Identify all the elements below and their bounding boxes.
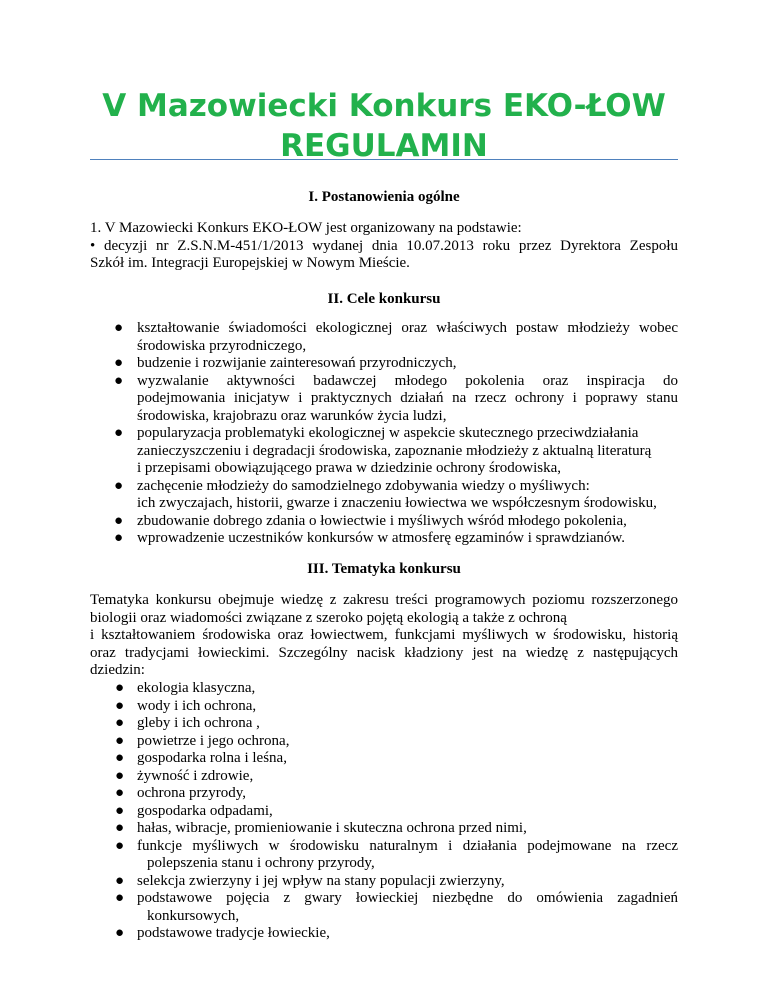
list-item-line: i przepisami obowiązującego prawa w dziedzinie ochrony środowiska, [137, 460, 562, 476]
list-item [115, 925, 678, 943]
section-3-intro [90, 592, 678, 680]
bullet-icon: ● [115, 925, 125, 941]
list-item [114, 372, 678, 426]
list-item-line: wody i ich ochrona, [137, 697, 257, 714]
list-item [114, 355, 678, 373]
list-item [115, 872, 678, 891]
bullet-icon: ● [114, 372, 124, 389]
list-item-line: środowiska, krajobrazu oraz warunków życia ludzi, [137, 407, 447, 424]
bullet-icon: ● [114, 477, 124, 494]
bullet-icon: ● [115, 785, 125, 801]
bullet-icon: ● [115, 767, 125, 784]
title-line-1: V Mazowiecki Konkurs EKO-ŁOW [102, 88, 666, 124]
list-item-line: żywność i zdrowie, [137, 767, 254, 784]
goals-list [114, 320, 678, 548]
list-item [115, 680, 678, 698]
list-item-line: powietrze i jego ochrona, [137, 732, 290, 749]
list-item [114, 425, 678, 478]
list-item-line: funkcje myśliwych w środowisku naturalnym i działania podejmowane na rzecz [137, 837, 678, 854]
list-item-line: środowiska przyrodniczego, [137, 337, 307, 354]
list-item-line: hałas, wibracje, promieniowanie i skuteczna ochrona przed nimi, [137, 820, 527, 836]
list-item-line: gleby i ich ochrona , [137, 715, 260, 731]
bullet-icon: ● [115, 715, 125, 731]
paragraph-line: biologii oraz wiadomości związane z szeroko pojętą ekologią a także z ochroną [90, 609, 567, 626]
list-item [115, 785, 678, 803]
list-item-line: podstawowe tradycje łowieckie, [137, 925, 330, 941]
document-title [90, 86, 678, 166]
list-item [115, 837, 678, 873]
list-item [115, 697, 678, 716]
list-item-line: selekcja zwierzyny i jej wpływ na stany populacji zwierzyny, [137, 872, 505, 889]
bullet-icon: ● [114, 320, 124, 336]
list-item-line: ich zwyczajach, historii, gwarze i znaczeniu łowiectwa we współczesnym środowisku, [137, 495, 657, 511]
list-item [115, 750, 678, 768]
list-item-line: polepszenia stanu i ochrony przyrody, [147, 855, 375, 871]
bullet-icon: ● [115, 750, 125, 766]
section-1-body [90, 220, 678, 273]
title-line-2: REGULAMIN [280, 128, 488, 164]
topics-list [115, 680, 678, 943]
list-item-line: zbudowanie dobrego zdania o łowiectwie i myśliwych wśród młodego pokolenia, [137, 512, 627, 529]
list-item-line: popularyzacja problematyki ekologicznej w aspekcie skutecznego przeciwdziałania [137, 425, 639, 441]
bullet-icon: ● [114, 355, 124, 371]
list-item-line: podstawowe pojęcia z gwary łowieckiej niezbędne do omówienia zagadnień [137, 890, 678, 906]
list-item [115, 802, 678, 821]
paragraph-line: i kształtowaniem środowiska oraz łowiectwem, funkcjami myśliwych w środowisku, historią [90, 627, 678, 643]
list-item-line: kształtowanie świadomości ekologicznej oraz właściwych postaw młodzieży wobec [137, 320, 678, 336]
list-item [114, 320, 678, 355]
list-item-line: podejmowania inicjatyw i praktycznych działań na rzecz ochrony i poprawy stanu [137, 390, 678, 406]
list-item-line: ochrona przyrody, [137, 785, 246, 801]
section-heading-3: III. Tematyka konkursu [307, 561, 461, 577]
list-item-line: wyzwalanie aktywności badawczej młodego pokolenia oraz inspiracja do [137, 372, 678, 389]
bullet-icon: ● [115, 837, 125, 854]
list-item-line: gospodarka odpadami, [137, 802, 273, 819]
paragraph-line: • decyzji nr Z.S.N.M-451/1/2013 wydanej dnia 10.07.2013 roku przez Dyrektora Zespołu [90, 237, 678, 254]
list-item [115, 767, 678, 786]
bullet-icon: ● [115, 872, 125, 889]
list-item [114, 512, 678, 531]
bullet-icon: ● [114, 512, 124, 529]
list-item-line: konkursowych, [147, 907, 240, 924]
list-item [115, 715, 678, 733]
bullet-icon: ● [114, 425, 124, 441]
bullet-icon: ● [115, 680, 125, 696]
bullet-icon: ● [115, 890, 125, 906]
bullet-icon: ● [115, 820, 125, 836]
list-item [114, 477, 678, 513]
paragraph-line: Tematyka konkursu obejmuje wiedzę z zakresu treści programowych poziomu rozszerzonego [90, 592, 678, 608]
list-item-line: wprowadzenie uczestników konkursów w atmosferę egzaminów i sprawdzianów. [137, 530, 626, 546]
paragraph-line: oraz tradycjami łowieckimi. Szczególny nacisk kładziony jest na wiedzę z następujących [90, 644, 678, 661]
section-heading-1: I. Postanowienia ogólne [308, 189, 460, 205]
paragraph-line: Szkół im. Integracji Europejskiej w Nowym Mieście. [90, 255, 410, 271]
list-item-line: zachęcenie młodzieży do samodzielnego zdobywania wiedzy o myśliwych: [137, 477, 590, 494]
list-item-line: budzenie i rozwijanie zainteresowań przyrodniczych, [137, 355, 457, 371]
list-item-line: ekologia klasyczna, [137, 680, 256, 696]
paragraph-line: 1. V Mazowiecki Konkurs EKO-ŁOW jest organizowany na podstawie: [90, 220, 522, 236]
list-item-line: gospodarka rolna i leśna, [137, 750, 287, 766]
section-heading-2: II. Cele konkursu [327, 291, 441, 307]
bullet-icon: ● [114, 530, 124, 546]
paragraph-line: dziedzin: [90, 662, 145, 678]
title-underline [90, 159, 678, 160]
list-item [115, 890, 678, 925]
bullet-icon: ● [115, 802, 125, 819]
bullet-icon: ● [115, 732, 125, 749]
list-item [115, 732, 678, 751]
list-item-line: zanieczyszczeniu i degradacji środowiska, zapoznanie młodzieży z aktualną literaturą [137, 442, 652, 459]
bullet-icon: ● [115, 697, 125, 714]
list-item [114, 530, 678, 548]
list-item [115, 820, 678, 838]
